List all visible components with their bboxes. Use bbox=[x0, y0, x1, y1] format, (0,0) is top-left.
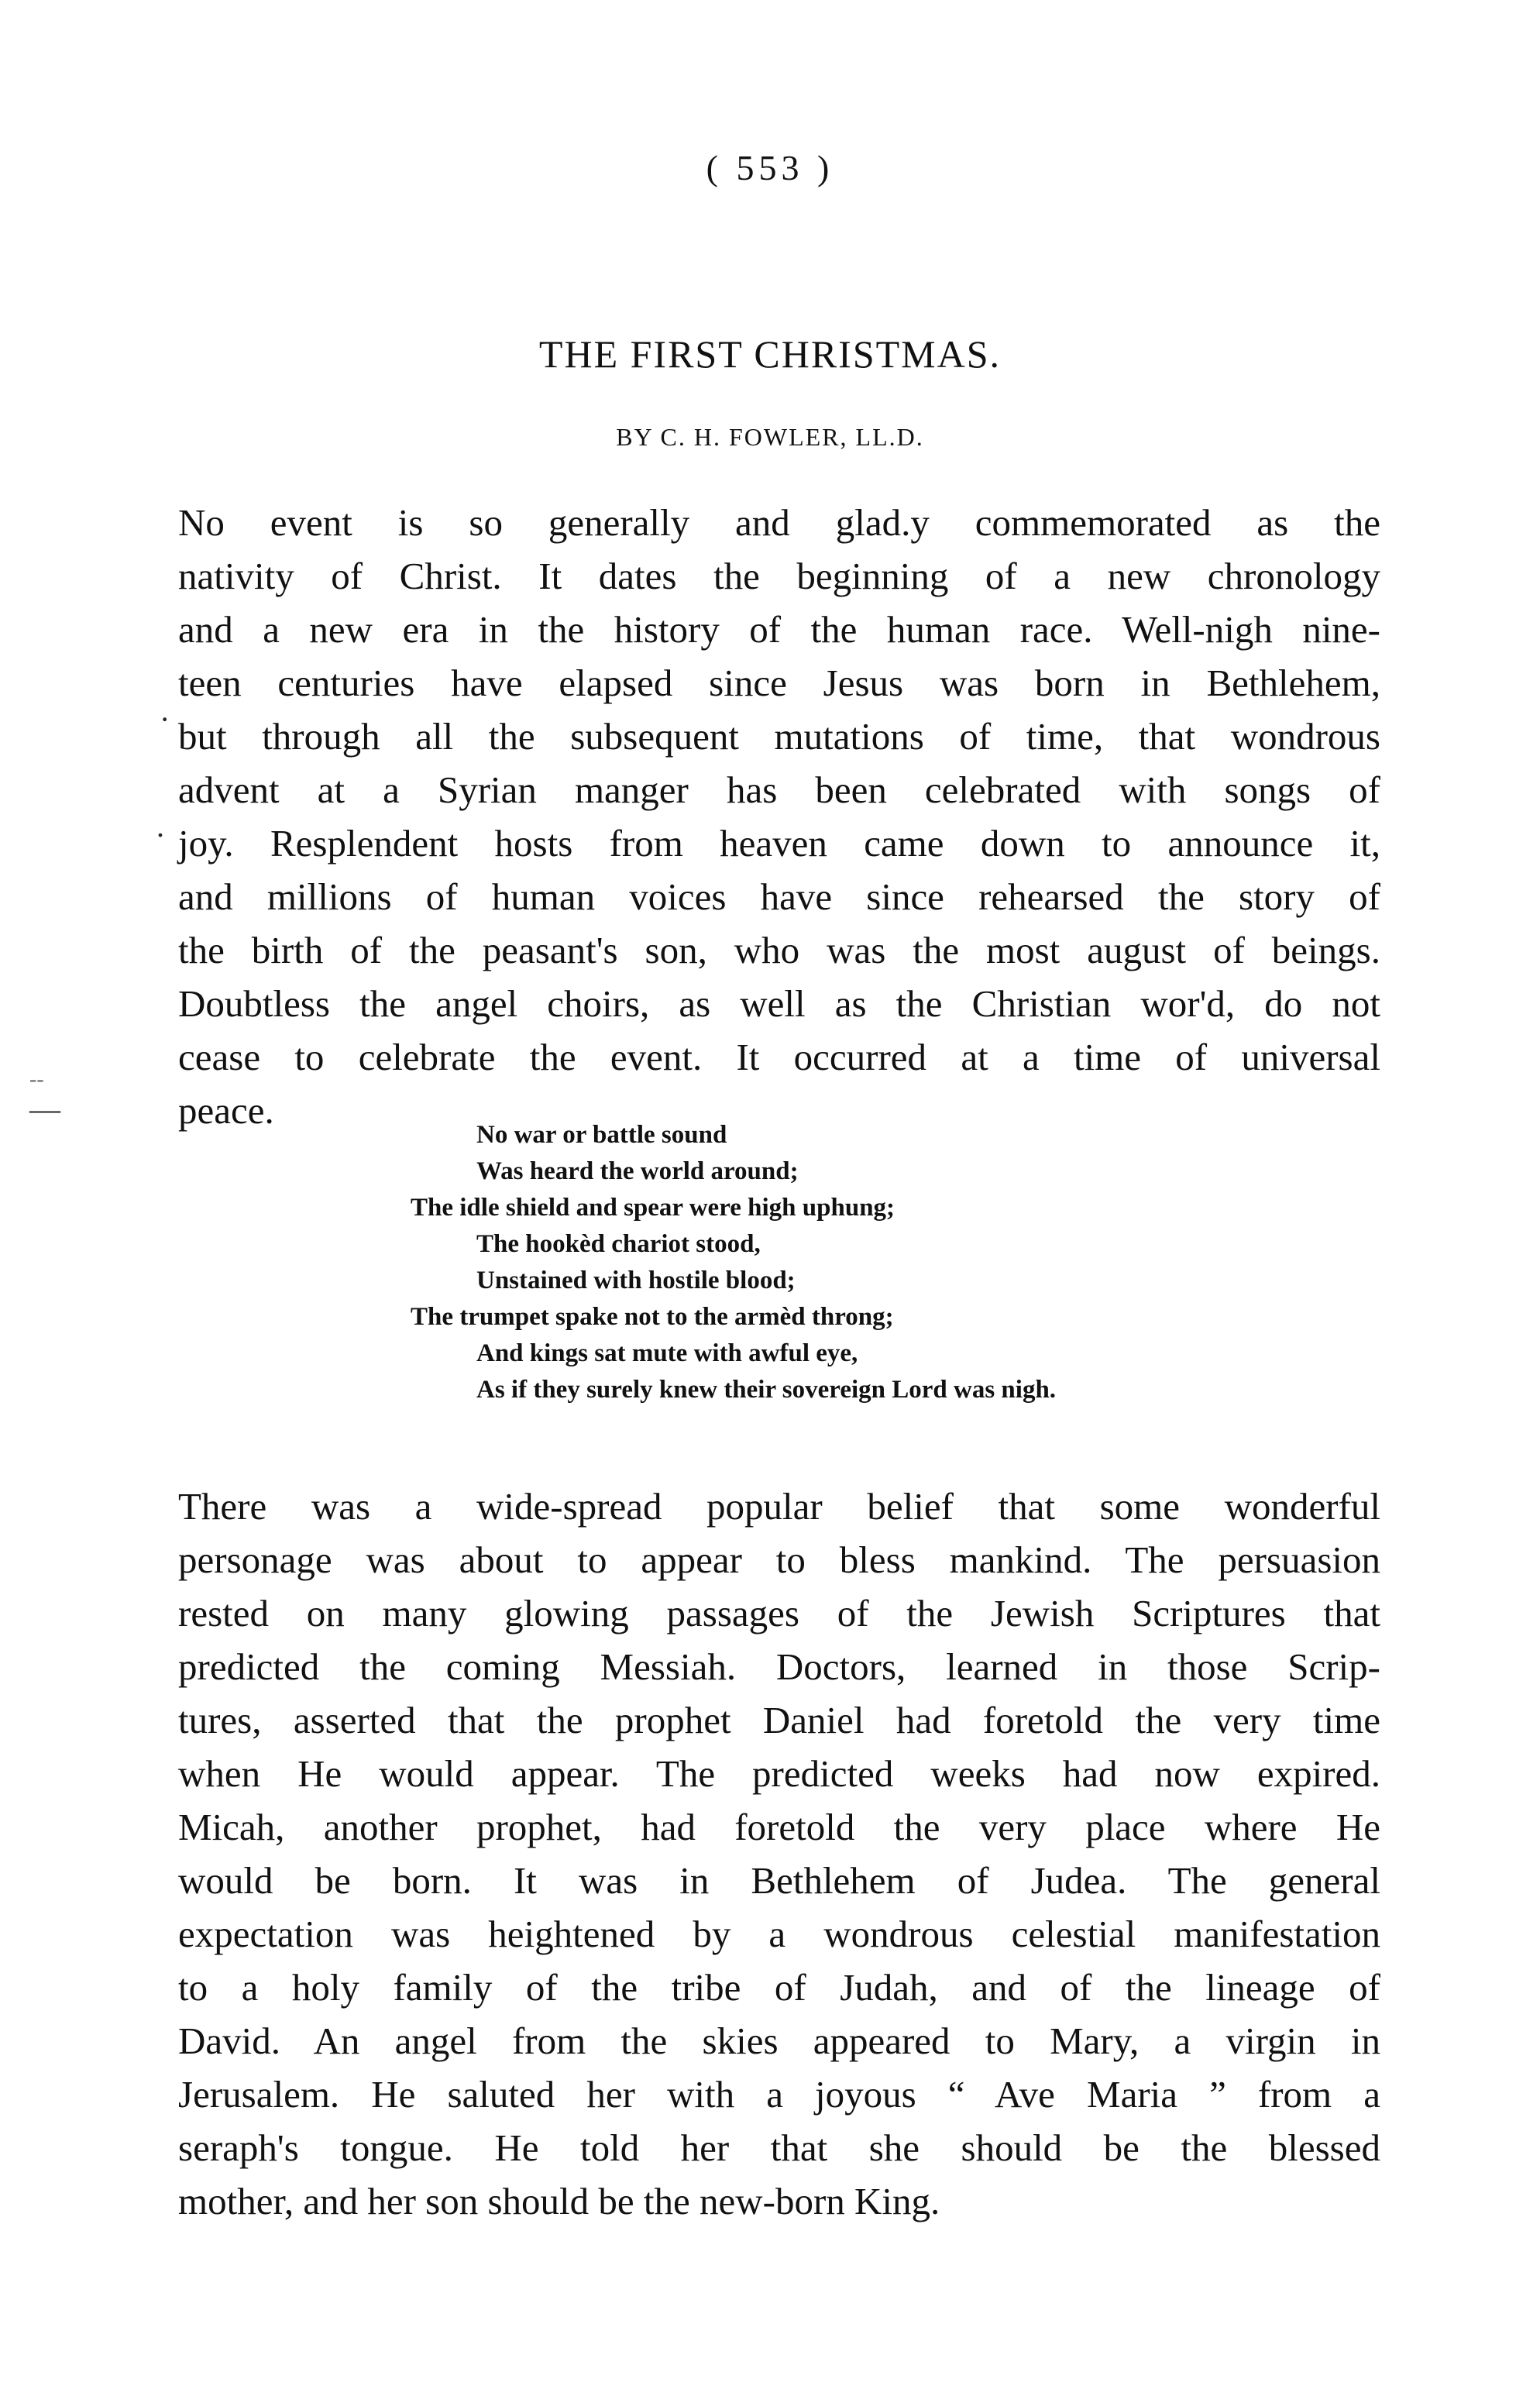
margin-speck: -- bbox=[29, 1067, 44, 1091]
paragraph-line: No event is so generally and glad.y commemorated as the bbox=[178, 501, 1380, 544]
poem-line: Unstained with hostile blood; bbox=[476, 1267, 796, 1294]
paragraph-line: teen centuries have elapsed since Jesus was born in Bethlehem, bbox=[178, 662, 1380, 704]
chapter-title: THE FIRST CHRISTMAS. bbox=[538, 332, 1002, 376]
paragraph-line: joy. Resplendent hosts from heaven came down to announce it, bbox=[178, 822, 1380, 865]
poem-line: The hookèd chariot stood, bbox=[476, 1230, 761, 1258]
paragraph-line: to a holy family of the tribe of Judah, and of the lineage of bbox=[178, 1966, 1380, 2009]
paragraph-line: the birth of the peasant's son, who was the most august of beings. bbox=[178, 929, 1380, 971]
paragraph-line: but through all the subsequent mutations of time, that wondrous bbox=[178, 715, 1380, 758]
paragraph-line: when He would appear. The predicted weeks had now expired. bbox=[178, 1752, 1380, 1795]
opening-paragraph bbox=[178, 496, 1380, 1137]
paragraph-line: tures, asserted that the prophet Daniel had foretold the very time bbox=[178, 1699, 1380, 1741]
second-paragraph bbox=[178, 1480, 1380, 2228]
poem-line: The trumpet spake not to the armèd throng; bbox=[411, 1303, 894, 1331]
poem-stanza bbox=[411, 1117, 1340, 1408]
paragraph-line: mother, and her son should be the new-born King. bbox=[178, 2180, 940, 2222]
paragraph-line: seraph's tongue. He told her that she should be the blessed bbox=[178, 2126, 1380, 2169]
paragraph-line: There was a wide-spread popular belief that some wonderful bbox=[178, 1485, 1380, 1528]
paragraph-line: peace. bbox=[178, 1089, 274, 1132]
paragraph-line: David. An angel from the skies appeared to Mary, a virgin in bbox=[178, 2019, 1380, 2062]
page-number: ( 553 ) bbox=[706, 148, 834, 187]
paragraph-line: predicted the coming Messiah. Doctors, learned in those Scrip- bbox=[178, 1645, 1380, 1688]
paragraph-line: advent at a Syrian manger has been celebrated with songs of bbox=[178, 768, 1380, 811]
margin-speck: . bbox=[156, 809, 164, 844]
poem-line: No war or battle sound bbox=[476, 1121, 727, 1149]
margin-speck: · bbox=[160, 702, 170, 737]
paragraph-line: personage was about to appear to bless mankind. The persuasion bbox=[178, 1538, 1380, 1581]
paragraph-line: cease to celebrate the event. It occurred at a time of universal bbox=[178, 1036, 1380, 1078]
paragraph-line: Jerusalem. He saluted her with a joyous “ Ave Maria ” from a bbox=[178, 2073, 1380, 2116]
paragraph-line: rested on many glowing passages of the Jewish Scriptures that bbox=[178, 1592, 1380, 1634]
poem-line: And kings sat mute with awful eye, bbox=[476, 1339, 858, 1367]
margin-speck: — bbox=[29, 1091, 60, 1126]
paragraph-line: Micah, another prophet, had foretold the very place where He bbox=[178, 1806, 1380, 1848]
author-byline: BY C. H. FOWLER, LL.D. bbox=[616, 423, 924, 451]
paragraph-line: and millions of human voices have since rehearsed the story of bbox=[178, 875, 1380, 918]
paragraph-line: expectation was heightened by a wondrous celestial manifestation bbox=[178, 1913, 1380, 1955]
poem-line: The idle shield and spear were high uphung; bbox=[411, 1194, 895, 1222]
paragraph-line: would be born. It was in Bethlehem of Judea. The general bbox=[178, 1859, 1380, 1902]
paragraph-line: nativity of Christ. It dates the beginning of a new chronology bbox=[178, 555, 1380, 597]
poem-line: As if they surely knew their sovereign Lord was nigh. bbox=[476, 1376, 1057, 1404]
paragraph-line: Doubtless the angel choirs, as well as the Christian wor'd, do not bbox=[178, 982, 1380, 1025]
poem-line: Was heard the world around; bbox=[476, 1157, 799, 1185]
paragraph-line: and a new era in the history of the human race. Well-nigh nine- bbox=[178, 608, 1380, 651]
